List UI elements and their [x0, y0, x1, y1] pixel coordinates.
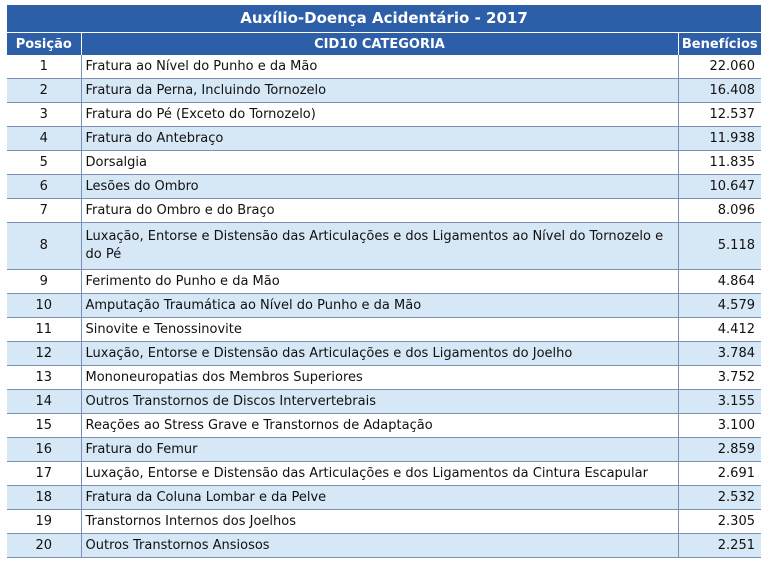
cell-beneficios: 2.305 [678, 510, 761, 534]
cell-beneficios: 10.647 [678, 175, 761, 199]
cell-posicao: 14 [7, 390, 81, 414]
cell-categoria: Fratura do Pé (Exceto do Tornozelo) [81, 103, 678, 127]
cell-posicao: 19 [7, 510, 81, 534]
table-row [7, 79, 761, 103]
header-row [7, 33, 761, 55]
cell-posicao: 4 [7, 127, 81, 151]
cell-beneficios: 2.691 [678, 462, 761, 486]
cell-posicao: 13 [7, 366, 81, 390]
cell-beneficios: 11.835 [678, 151, 761, 175]
cell-posicao: 18 [7, 486, 81, 510]
cell-categoria: Fratura ao Nível do Punho e da Mão [81, 55, 678, 79]
cell-categoria: Sinovite e Tenossinovite [81, 318, 678, 342]
table-row [7, 55, 761, 79]
table-body [7, 55, 761, 558]
table-row [7, 510, 761, 534]
cell-posicao: 5 [7, 151, 81, 175]
cell-beneficios: 11.938 [678, 127, 761, 151]
cell-posicao: 7 [7, 199, 81, 223]
cell-beneficios: 4.864 [678, 270, 761, 294]
table-row [7, 127, 761, 151]
table-container [7, 5, 761, 558]
header-beneficios: Benefícios [678, 33, 761, 55]
table-row [7, 199, 761, 223]
table-row [7, 270, 761, 294]
cell-posicao: 15 [7, 414, 81, 438]
header-categoria: CID10 CATEGORIA [81, 33, 678, 55]
cell-categoria: Reações ao Stress Grave e Transtornos de Adaptação [81, 414, 678, 438]
cell-beneficios: 4.579 [678, 294, 761, 318]
cell-categoria: Ferimento do Punho e da Mão [81, 270, 678, 294]
cell-beneficios: 2.532 [678, 486, 761, 510]
benefits-table [7, 33, 761, 558]
cell-beneficios: 22.060 [678, 55, 761, 79]
cell-categoria: Luxação, Entorse e Distensão das Articulações e dos Ligamentos ao Nível do Tornozelo e do Pé [81, 223, 678, 270]
cell-posicao: 2 [7, 79, 81, 103]
cell-categoria: Luxação, Entorse e Distensão das Articulações e dos Ligamentos do Joelho [81, 342, 678, 366]
cell-categoria: Amputação Traumática ao Nível do Punho e da Mão [81, 294, 678, 318]
cell-posicao: 17 [7, 462, 81, 486]
cell-posicao: 16 [7, 438, 81, 462]
cell-beneficios: 4.412 [678, 318, 761, 342]
cell-categoria: Dorsalgia [81, 151, 678, 175]
cell-categoria: Lesões do Ombro [81, 175, 678, 199]
table-row [7, 342, 761, 366]
cell-posicao: 10 [7, 294, 81, 318]
table-row [7, 534, 761, 558]
cell-posicao: 1 [7, 55, 81, 79]
cell-posicao: 3 [7, 103, 81, 127]
cell-posicao: 11 [7, 318, 81, 342]
cell-categoria: Fratura do Ombro e do Braço [81, 199, 678, 223]
cell-categoria: Fratura da Perna, Incluindo Tornozelo [81, 79, 678, 103]
table-row [7, 151, 761, 175]
cell-categoria: Outros Transtornos Ansiosos [81, 534, 678, 558]
cell-categoria: Fratura do Antebraço [81, 127, 678, 151]
table-row [7, 294, 761, 318]
cell-beneficios: 12.537 [678, 103, 761, 127]
table-row [7, 175, 761, 199]
cell-beneficios: 3.784 [678, 342, 761, 366]
cell-beneficios: 2.859 [678, 438, 761, 462]
cell-categoria: Fratura do Femur [81, 438, 678, 462]
cell-categoria: Luxação, Entorse e Distensão das Articulações e dos Ligamentos da Cintura Escapular [81, 462, 678, 486]
table-row [7, 414, 761, 438]
table-row [7, 223, 761, 270]
table-row [7, 103, 761, 127]
cell-beneficios: 16.408 [678, 79, 761, 103]
cell-categoria: Fratura da Coluna Lombar e da Pelve [81, 486, 678, 510]
cell-beneficios: 3.752 [678, 366, 761, 390]
table-row [7, 486, 761, 510]
table-row [7, 318, 761, 342]
table-row [7, 462, 761, 486]
cell-posicao: 6 [7, 175, 81, 199]
cell-beneficios: 3.100 [678, 414, 761, 438]
cell-categoria: Mononeuropatias dos Membros Superiores [81, 366, 678, 390]
cell-categoria: Transtornos Internos dos Joelhos [81, 510, 678, 534]
cell-beneficios: 5.118 [678, 223, 761, 270]
cell-beneficios: 2.251 [678, 534, 761, 558]
table-row [7, 438, 761, 462]
table-row [7, 390, 761, 414]
table-title: Auxílio-Doença Acidentário - 2017 [7, 5, 761, 33]
header-posicao: Posição [7, 33, 81, 55]
cell-beneficios: 8.096 [678, 199, 761, 223]
cell-posicao: 12 [7, 342, 81, 366]
cell-posicao: 20 [7, 534, 81, 558]
cell-posicao: 9 [7, 270, 81, 294]
cell-posicao: 8 [7, 223, 81, 270]
table-row [7, 366, 761, 390]
cell-categoria: Outros Transtornos de Discos Intervertebrais [81, 390, 678, 414]
cell-beneficios: 3.155 [678, 390, 761, 414]
